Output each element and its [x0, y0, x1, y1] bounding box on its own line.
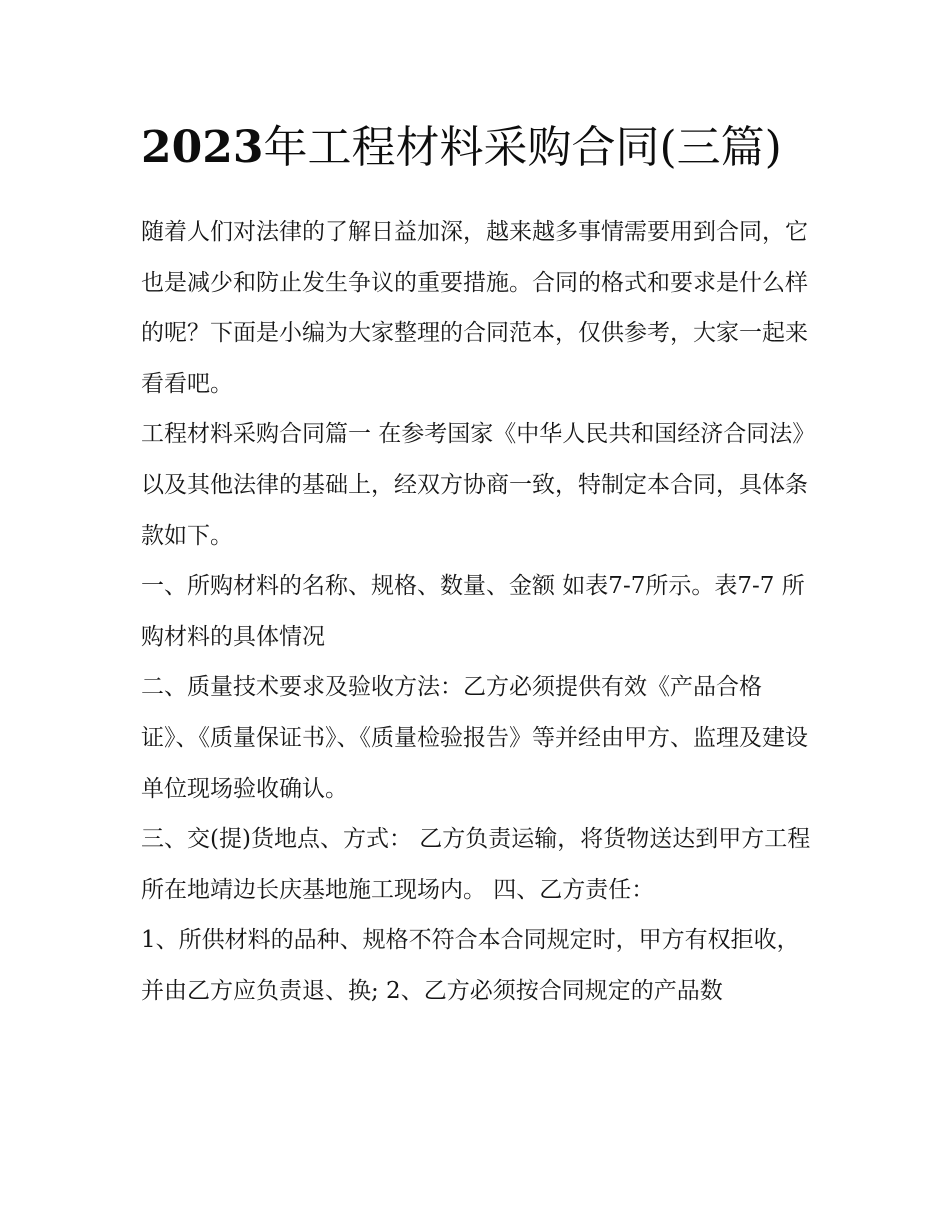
document-title: [141, 112, 813, 183]
clause-1-paragraph: 一、所购材料的名称、规格、数量、金额 如表7-7所示。表7-7 所购材料的具体情况: [141, 573, 805, 650]
clause-2-paragraph: 二、质量技术要求及验收方法：乙方必须提供有效《产品合格证》、《质量保证书》、《质量检验报告》等并经由甲方、监理及建设单位现场验收确认。: [141, 674, 808, 802]
title-year: 2023: [141, 122, 264, 173]
document-content: [141, 112, 813, 1017]
document-body: [141, 207, 813, 1017]
clause-3-paragraph: 三、交(提)货地点、方式： 乙方负责运输，将货物送达到甲方工程所在地靖边长庆基地施工现场内。 四、乙方责任：: [141, 826, 811, 903]
contract-preamble-paragraph: 工程材料采购合同篇一 在参考国家《中华人民共和国经济合同法》以及其他法律的基础上，经双方协商一致，特制定本合同，具体条款如下。: [141, 421, 808, 549]
clause-4-paragraph: 1、所供材料的品种、规格不符合本合同规定时，甲方有权拒收，并由乙方应负责退、换; 2、乙方必须按合同规定的产品数: [141, 927, 800, 1004]
intro-paragraph: 随着人们对法律的了解日益加深，越来越多事情需要用到合同，它也是减少和防止发生争议的重要措施。合同的格式和要求是什么样的呢？下面是小编为大家整理的合同范本，仅供参考，大家一起来看看吧。: [141, 219, 808, 397]
title-text: 年工程材料采购合同(三篇): [263, 122, 782, 173]
